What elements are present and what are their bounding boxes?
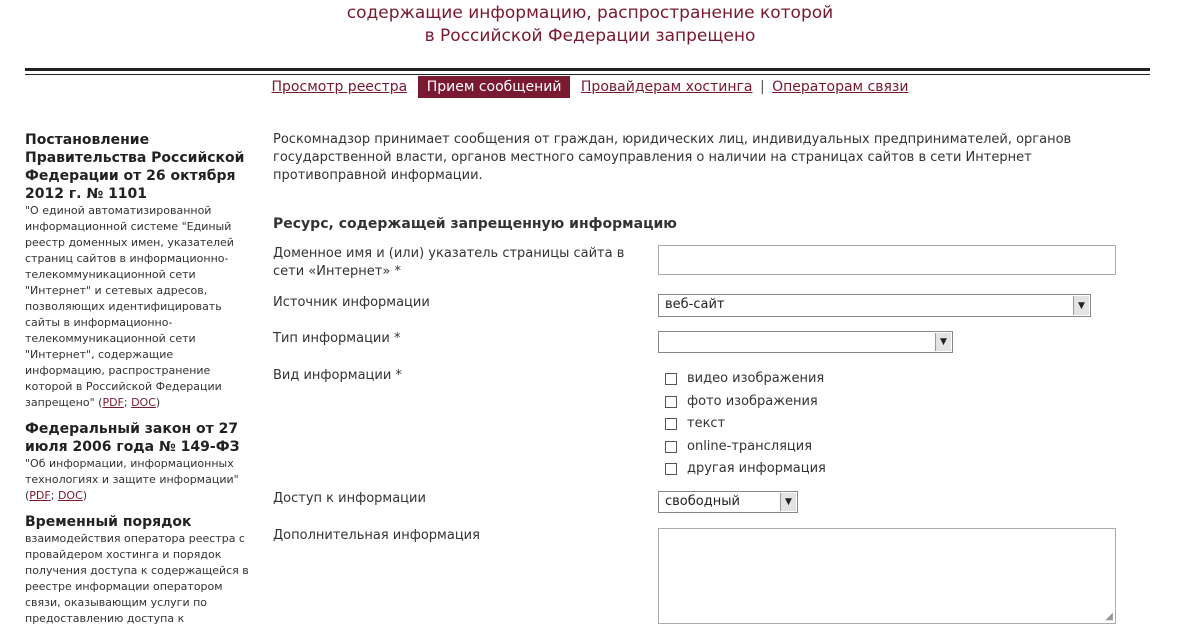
- kind-option[interactable]: [665, 370, 824, 388]
- source-label: Источник информации: [273, 295, 430, 310]
- nav-separator: |: [759, 79, 765, 95]
- checkbox[interactable]: [665, 463, 677, 475]
- type-select[interactable]: [658, 331, 953, 353]
- sidebar-document-title: Федеральный закон от 27 июля 2006 года № 149-ФЗ: [25, 421, 240, 455]
- checkbox[interactable]: [665, 418, 677, 430]
- top-nav: [0, 79, 1180, 95]
- type-label: Тип информации *: [273, 331, 401, 346]
- access-select[interactable]: [658, 491, 798, 513]
- sidebar: [25, 131, 253, 636]
- banner-line-1: содержащие информацию, распространение которой: [346, 3, 834, 23]
- nav-hosting-providers[interactable]: Провайдерам хостинга: [580, 79, 753, 95]
- nav-telecom-operators[interactable]: Операторам связи: [772, 79, 909, 95]
- sidebar-document: [25, 420, 253, 504]
- doc-link[interactable]: DOC: [57, 489, 83, 502]
- source-select-value: веб-сайт: [665, 297, 725, 312]
- checkbox[interactable]: [665, 396, 677, 408]
- sidebar-document-desc: "О единой автоматизированной информационной системе "Единый реестр доменных имен, указателей страниц сайтов в информационно-телекоммуникационной сети "Интернет" и сетевых адресов, позволяющих идентифицировать сайты в информационно-телекоммуникационной сети "Интернет", содержащие информацию, распространение которой в Российской Федерации запрещено" (: [25, 204, 234, 409]
- kind-option-label: фото изображения: [687, 394, 818, 409]
- chevron-down-icon[interactable]: ▼: [935, 333, 951, 351]
- access-label: Доступ к информации: [273, 491, 426, 506]
- report-form: [273, 131, 1153, 622]
- access-select-value: свободный: [665, 494, 740, 509]
- kind-option[interactable]: [665, 415, 725, 433]
- section-title: Ресурс, содержащей запрещенную информацию: [273, 216, 677, 232]
- sidebar-document-text: [25, 203, 253, 411]
- kind-label: Вид информации *: [273, 368, 402, 383]
- banner-line-2: в Российской Федерации запрещено: [424, 26, 756, 46]
- kind-option-label: другая информация: [687, 461, 826, 476]
- pdf-link[interactable]: PDF: [29, 489, 51, 502]
- divider: [25, 68, 1150, 71]
- kind-option[interactable]: [665, 460, 826, 478]
- sidebar-document-title: Временный порядок: [25, 514, 192, 530]
- sidebar-document-title: Постановление Правительства Российской Федерации от 26 октября 2012 г. № 1101: [25, 132, 245, 202]
- pdf-link[interactable]: PDF: [102, 396, 124, 409]
- kind-option[interactable]: [665, 438, 812, 456]
- extra-textarea[interactable]: [658, 528, 1116, 624]
- doc-link[interactable]: DOC: [131, 396, 156, 409]
- domain-input[interactable]: [658, 245, 1116, 275]
- checkbox[interactable]: [665, 441, 677, 453]
- sidebar-document: [25, 131, 253, 411]
- nav-registry-view[interactable]: Просмотр реестра: [271, 79, 408, 95]
- resize-grip-icon[interactable]: ◢: [1105, 611, 1113, 622]
- divider-thin: [25, 74, 1150, 75]
- sidebar-document: [25, 513, 253, 627]
- paren-close: ): [155, 396, 161, 409]
- chevron-down-icon[interactable]: ▼: [780, 493, 796, 511]
- kind-option-label: видео изображения: [687, 371, 825, 386]
- sidebar-document-desc: "Об информации, информационных технологиях и защите информации" (: [25, 457, 239, 502]
- nav-messages-active[interactable]: Прием сообщений: [418, 76, 571, 98]
- domain-label: Доменное имя и (или) указатель страницы сайта в сети «Интернет» *: [273, 246, 625, 279]
- checkbox[interactable]: [665, 373, 677, 385]
- sidebar-document-text: [25, 456, 253, 504]
- link-separator: ;: [123, 396, 132, 409]
- intro-text: Роскомнадзор принимает сообщения от граждан, юридических лиц, индивидуальных предпринимателей, органов государственной власти, органов местного самоуправления о наличии на страницах сайтов в сети Интернет противоправной информации.: [273, 132, 1072, 183]
- sidebar-document-text: взаимодействия оператора реестра с провайдером хостинга и порядок получения доступа к содержащейся в реестре информации оператором связи, оказывающим услуги по предоставлению доступа к: [25, 532, 249, 625]
- kind-option[interactable]: [665, 393, 818, 411]
- kind-option-label: online-трансляция: [687, 439, 813, 454]
- extra-label: Дополнительная информация: [273, 528, 480, 543]
- source-select[interactable]: [658, 294, 1091, 317]
- chevron-down-icon[interactable]: ▼: [1073, 296, 1089, 315]
- paren-close: ): [82, 489, 88, 502]
- link-separator: ;: [50, 489, 58, 502]
- kind-option-label: текст: [687, 416, 726, 431]
